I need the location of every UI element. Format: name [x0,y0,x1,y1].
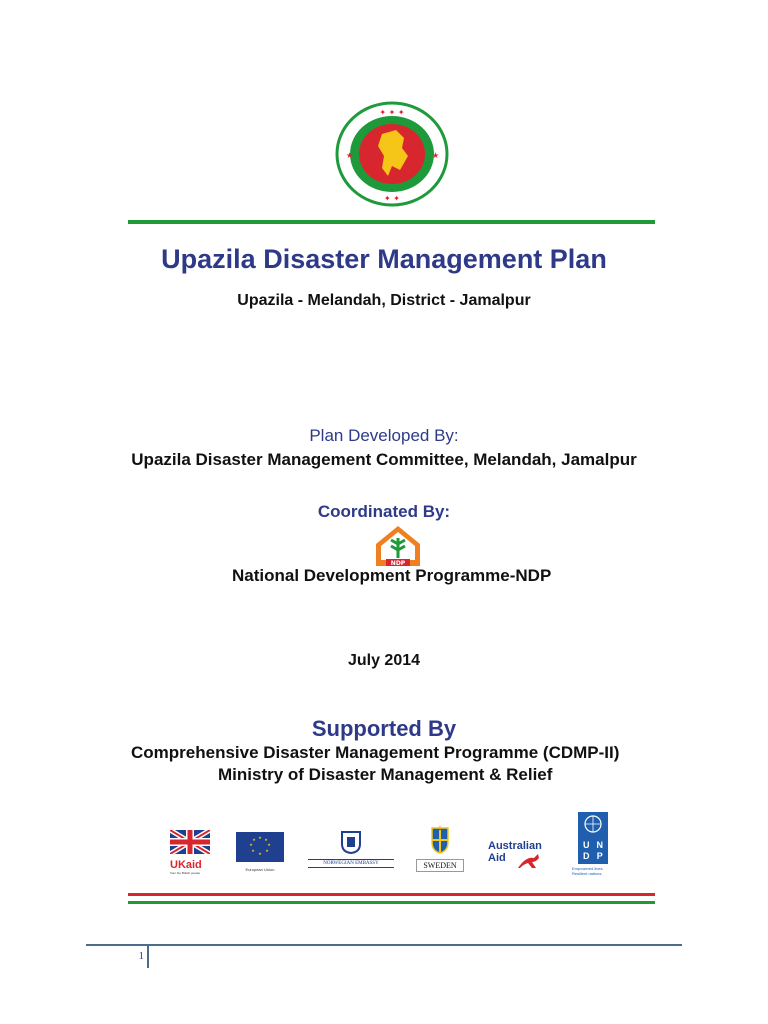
page-number: 1 [138,950,144,962]
kangaroo-icon [516,852,542,870]
norwegian-embassy-logo [308,830,394,868]
coordinated-by-label: Coordinated By: [317,502,451,521]
undp-logo [572,812,616,876]
svg-text:★: ★ [251,848,255,853]
document-title: Upazila Disaster Management Plan [161,244,607,274]
undp-tagline-2: Resilient nations. [572,871,603,876]
svg-text:✦ ✦: ✦ ✦ [384,194,400,203]
australian-aid-logo [488,840,560,864]
supporter-line-2: Ministry of Disaster Management & Relief [218,765,553,784]
undp-letter-d: D [583,851,590,861]
ukaid-tagline: from the British people [170,871,201,875]
supporter-line-1: Comprehensive Disaster Management Programme (CDMP-II) [131,743,620,762]
sweden-logo [416,824,464,872]
svg-text:★: ★ [252,837,256,842]
un-emblem-icon [578,814,608,834]
sweden-crest-icon [428,824,452,854]
document-subtitle: Upazila - Melandah, District - Jamalpur [237,292,531,309]
coordinator-name: National Development Programme-NDP [232,566,552,585]
eu-logo [236,832,284,872]
ukaid-text: UKaid [170,859,202,871]
ndp-logo-text: NDP [390,560,406,567]
australian-aid-line1: Australian [488,840,542,852]
ndp-logo-icon [372,524,424,568]
bottom-white-stripe [128,897,655,900]
norway-coat-of-arms-icon [340,830,362,854]
developed-by-value: Upazila Disaster Management Committee, Melandah, Jamalpur [131,450,637,469]
svg-text:★: ★ [267,842,271,847]
developed-by-label: Plan Developed By: [309,426,459,445]
ukaid-logo [170,830,210,874]
undp-letter-u: U [583,840,590,850]
footer-vertical-bar [147,946,149,968]
svg-text:✦ ✦ ✦: ✦ ✦ ✦ [379,108,405,117]
bottom-green-stripe [128,901,655,904]
svg-text:★: ★ [346,151,354,160]
undp-tagline-1: Empowered lives. [572,866,604,871]
undp-letter-p: P [596,851,603,861]
undp-letter-n: N [596,840,603,850]
union-jack-icon [170,830,210,854]
svg-text:★: ★ [249,842,253,847]
footer-rule [86,944,682,946]
title-top-divider [128,220,655,224]
eu-caption: European Union [245,867,275,872]
svg-text:★: ★ [258,851,262,856]
bangladesh-government-emblem [334,100,450,208]
svg-text:★: ★ [264,837,268,842]
supported-by-label: Supported By [311,716,457,741]
bottom-red-stripe [128,893,655,896]
eu-flag-icon [236,832,284,862]
document-date: July 2014 [347,652,421,669]
australian-aid-line2: Aid [488,852,506,864]
sweden-caption: SWEDEN [416,859,464,872]
svg-text:♛: ♛ [437,825,443,831]
svg-text:★: ★ [258,835,262,840]
svg-text:★: ★ [265,848,269,853]
norway-caption: NORWEGIAN EMBASSY [308,859,394,868]
svg-text:★: ★ [432,151,440,160]
